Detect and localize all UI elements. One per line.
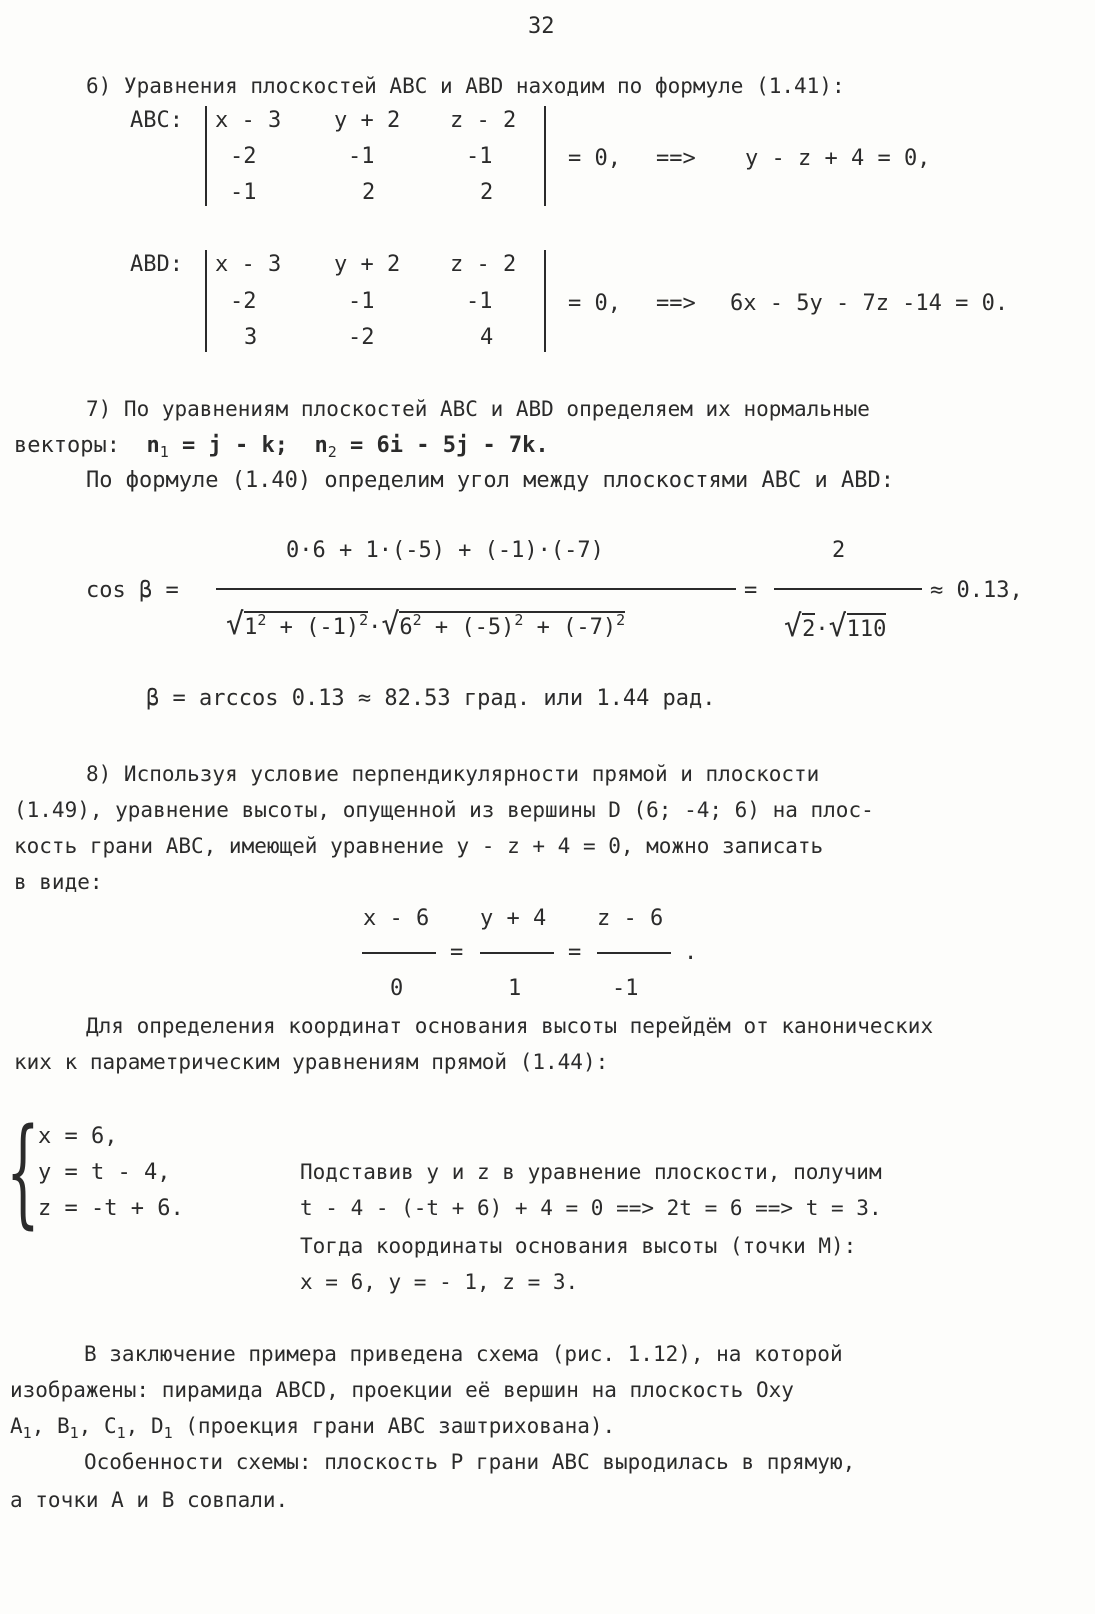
beta-line: β = arccos 0.13 ≈ 82.53 град. или 1.44 рад. bbox=[146, 686, 716, 711]
step8-line4: в виде: bbox=[14, 870, 103, 894]
canon-end: . bbox=[684, 940, 698, 965]
canon-eq: = bbox=[450, 940, 464, 965]
sqrt-icon: √ bbox=[381, 607, 400, 642]
abc-cell: y + 2 bbox=[334, 108, 401, 133]
abd-label: ABD: bbox=[130, 252, 183, 277]
solution-line4: x = 6, y = - 1, z = 3. bbox=[300, 1270, 579, 1294]
sqrt-icon: √ bbox=[784, 609, 803, 644]
cos-numerator: 0·6 + 1·(-5) + (-1)·(-7) bbox=[286, 538, 604, 563]
abc-equals: = 0, bbox=[568, 146, 621, 171]
den-exp: 2 bbox=[257, 611, 267, 629]
abc-cell: -1 bbox=[466, 144, 493, 169]
abd-arrow: ==> bbox=[656, 291, 696, 316]
den-exp: 2 bbox=[359, 611, 369, 629]
abc-cell: -2 bbox=[230, 144, 257, 169]
abd-left-bar bbox=[205, 250, 207, 352]
conclusion-line3: $A_1$, $B_1$, $C_1$, $D_1$ (проекция грани ABC заштрихована). bbox=[10, 1414, 616, 1442]
canon-den: 0 bbox=[390, 976, 404, 1001]
point-a1: A bbox=[10, 1414, 23, 1438]
abc-cell: 2 bbox=[362, 180, 376, 205]
canon-bar bbox=[480, 952, 554, 954]
abc-cell: x - 3 bbox=[215, 108, 282, 133]
n2-sub: 2 bbox=[327, 443, 337, 461]
solution-line3: Тогда координаты основания высоты (точки М): bbox=[300, 1234, 857, 1258]
sub-1: 1 bbox=[22, 1424, 32, 1442]
den-term: + (-1) bbox=[266, 615, 360, 640]
sqrt-radicand-2 bbox=[399, 611, 625, 640]
system-row: x = 6, bbox=[38, 1124, 118, 1149]
abd-cell: -1 bbox=[348, 289, 375, 314]
n1-sub: 1 bbox=[159, 443, 169, 461]
solution-line1: Подставив y и z в уравнение плоскости, получим bbox=[300, 1160, 882, 1184]
canon-num: x - 6 bbox=[363, 906, 430, 931]
sqrt-2: 2 bbox=[802, 613, 815, 642]
fraction-bar-1 bbox=[216, 588, 736, 590]
sub-1: 1 bbox=[163, 1424, 173, 1442]
canon-eq: = bbox=[568, 940, 582, 965]
conclusion-line1: В заключение примера приведена схема (рис. 1.12), на которой bbox=[84, 1342, 843, 1366]
system-row: y = t - 4, bbox=[38, 1160, 171, 1185]
canon-bar bbox=[597, 952, 671, 954]
step7-line1: 7) По уравнениям плоскостей ABC и ABD определяем их нормальные bbox=[86, 397, 870, 421]
den-term: + (-5) bbox=[421, 615, 515, 640]
abd-result: 6x - 5y - 7z -14 = 0. bbox=[730, 291, 1009, 316]
abc-result: y - z + 4 = 0, bbox=[745, 146, 931, 171]
n2-symbol: n bbox=[314, 433, 328, 458]
point-c1: C bbox=[103, 1414, 117, 1438]
page-number: 32 bbox=[528, 14, 555, 39]
n2-expr: = 6i - 5j - 7k. bbox=[336, 433, 549, 458]
den-dot: · bbox=[368, 615, 382, 640]
sqrt-icon: √ bbox=[828, 609, 847, 644]
abc-right-bar bbox=[544, 106, 546, 206]
numerator-2: 2 bbox=[832, 538, 846, 563]
abc-cell: 2 bbox=[480, 180, 494, 205]
cos-label: cos β = bbox=[86, 578, 179, 603]
canon-den: -1 bbox=[612, 976, 639, 1001]
sub-1: 1 bbox=[69, 1424, 79, 1442]
conclusion-line5: а точки A и B совпали. bbox=[10, 1488, 289, 1512]
abd-cell: -1 bbox=[466, 289, 493, 314]
conclusion-line3-rest: (проекция грани ABC заштрихована). bbox=[172, 1414, 616, 1438]
step8-line5: Для определения координат основания высоты перейдём от канонических bbox=[86, 1014, 934, 1038]
step8-line2: (1.49), уравнение высоты, опущенной из вершины D (6; -4; 6) на плос- bbox=[14, 798, 874, 822]
sub-1: 1 bbox=[116, 1424, 126, 1442]
abc-arrow: ==> bbox=[656, 146, 696, 171]
abd-cell: z - 2 bbox=[450, 252, 517, 277]
den-term: + (-7) bbox=[523, 615, 617, 640]
den-exp: 2 bbox=[616, 611, 626, 629]
conclusion-line4: Особенности схемы: плоскость P грани ABC выродилась в прямую, bbox=[84, 1450, 856, 1474]
sqrt-radicand-1 bbox=[244, 611, 368, 640]
left-brace-icon: { bbox=[6, 1102, 40, 1240]
step7-line3: По формуле (1.40) определим угол между плоскостями ABC и ABD: bbox=[86, 468, 894, 493]
step6-heading: 6) Уравнения плоскостей ABC и ABD находим по формуле (1.41): bbox=[86, 74, 845, 98]
vectors-prefix: векторы: bbox=[14, 433, 120, 458]
abd-cell: -2 bbox=[348, 325, 375, 350]
step8-line1: 8) Используя условие перпендикулярности прямой и плоскости bbox=[86, 762, 820, 786]
abd-cell: x - 3 bbox=[215, 252, 282, 277]
abd-cell: 3 bbox=[244, 325, 258, 350]
solution-line2: t - 4 - (-t + 6) + 4 = 0 ==> 2t = 6 ==> t = 3. bbox=[300, 1196, 882, 1220]
den-exp: 2 bbox=[412, 611, 422, 629]
abd-cell: 4 bbox=[480, 325, 494, 350]
point-b1: B bbox=[56, 1414, 70, 1438]
abc-cell: z - 2 bbox=[450, 108, 517, 133]
abc-cell: -1 bbox=[230, 180, 257, 205]
point-d1: D bbox=[150, 1414, 164, 1438]
cos-denominator bbox=[226, 607, 626, 642]
abc-label: ABC: bbox=[130, 108, 183, 133]
den2-dot: · bbox=[815, 617, 829, 642]
sqrt-110: 110 bbox=[847, 613, 887, 642]
canon-num: y + 4 bbox=[480, 906, 547, 931]
equals-sign: = bbox=[744, 578, 758, 603]
canon-num: z - 6 bbox=[597, 906, 664, 931]
canon-den: 1 bbox=[508, 976, 522, 1001]
sqrt-icon: √ bbox=[226, 607, 245, 642]
abd-cell: -2 bbox=[230, 289, 257, 314]
abd-equals: = 0, bbox=[568, 291, 621, 316]
n1-symbol: n bbox=[146, 433, 160, 458]
abc-left-bar bbox=[205, 106, 207, 206]
step7-line2 bbox=[14, 433, 549, 461]
n1-expr: = j - k; bbox=[168, 433, 288, 458]
den-term: 6 bbox=[399, 615, 413, 640]
abc-cell: -1 bbox=[348, 144, 375, 169]
approx-result: ≈ 0.13, bbox=[930, 578, 1023, 603]
fraction-bar-2 bbox=[774, 588, 922, 590]
denominator-2 bbox=[784, 609, 887, 644]
den-exp: 2 bbox=[514, 611, 524, 629]
canon-bar bbox=[362, 952, 436, 954]
conclusion-line2: изображены: пирамида ABCD, проекции её вершин на плоскость Oxy bbox=[10, 1378, 794, 1402]
abd-right-bar bbox=[544, 250, 546, 352]
abd-cell: y + 2 bbox=[334, 252, 401, 277]
step8-line3: кость грани ABC, имеющей уравнение y - z + 4 = 0, можно записать bbox=[14, 834, 824, 858]
step8-line6: ких к параметрическим уравнениям прямой (1.44): bbox=[14, 1050, 609, 1074]
system-row: z = -t + 6. bbox=[38, 1196, 184, 1221]
den-term: 1 bbox=[244, 615, 258, 640]
